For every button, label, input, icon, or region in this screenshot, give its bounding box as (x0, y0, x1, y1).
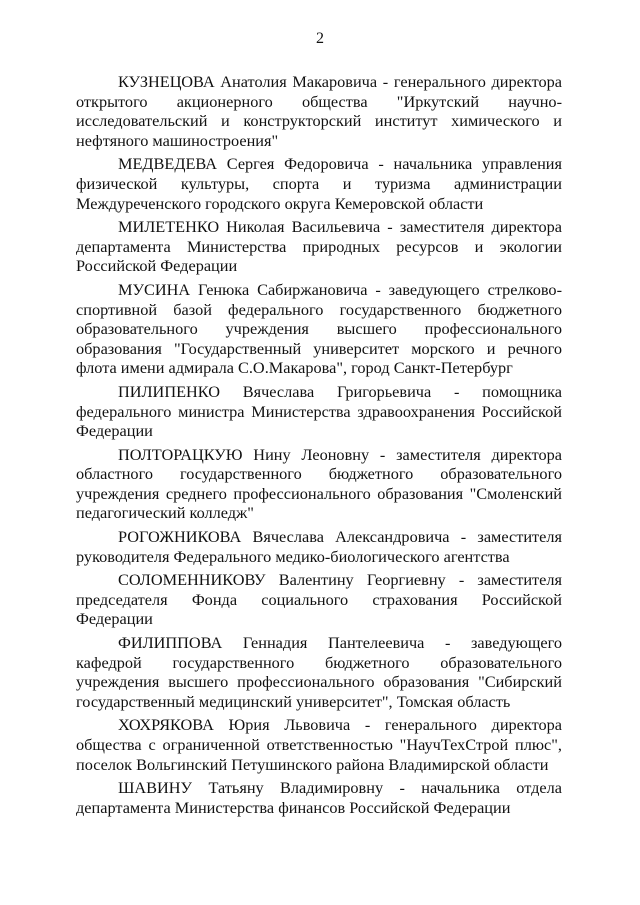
list-item: ПОЛТОРАЦКУЮ Нину Леоновну - заместителя директора областного государственного бюджетного образовательного учреждения среднего профессионального образования "Смоленский педагогический колледж" (76, 444, 562, 523)
list-item: МИЛЕТЕНКО Николая Васильевича - заместителя директора департамента Министерства природных ресурсов и экологии Российской Федерации (76, 217, 562, 276)
list-item: ФИЛИППОВА Геннадия Пантелеевича - заведующего кафедрой государственного бюджетного образовательного учреждения высшего профессионального образования "Сибирский государственный медицинский университет", Томская область (76, 633, 562, 711)
list-item: РОГОЖНИКОВА Вячеслава Александровича - заместителя руководителя Федерального медико-биологического агентства (76, 527, 562, 566)
list-item: МУСИНА Генюка Сабиржановича - заведующего стрелково-спортивной базой федерального государственного бюджетного образовательного учреждения высшего профессионального образования "Государственный университет морского и речного флота имени адмирала С.О.Макарова", город Санкт-Петербург (76, 279, 562, 378)
list-item: СОЛОМЕННИКОВУ Валентину Георгиевну - заместителя председателя Фонда социального страхования Российской Федерации (76, 570, 562, 629)
list-item: ШАВИНУ Татьяну Владимировну - начальника отдела департамента Министерства финансов Российской Федерации (76, 778, 562, 817)
list-item: ХОХРЯКОВА Юрия Львовича - генерального директора общества с ограниченной ответственностью "НаучТехСтрой плюс", поселок Вольгинский Петушинского района Владимирской области (76, 715, 562, 774)
list-item: КУЗНЕЦОВА Анатолия Макаровича - генерального директора открытого акционерного общества "Иркутский научно-исследовательский и конструкторский институт химического и нефтяного машиностроения" (76, 72, 562, 150)
page-number: 2 (316, 30, 324, 47)
list-item: ПИЛИПЕНКО Вячеслава Григорьевича - помощника федерального министра Министерства здравоохранения Российской Федерации (76, 381, 562, 441)
list-item: МЕДВЕДЕВА Сергея Федоровича - начальника управления физической культуры, спорта и туризма администрации Междуреченского городского округа Кемеровской области (76, 154, 562, 213)
award-list (76, 72, 562, 821)
